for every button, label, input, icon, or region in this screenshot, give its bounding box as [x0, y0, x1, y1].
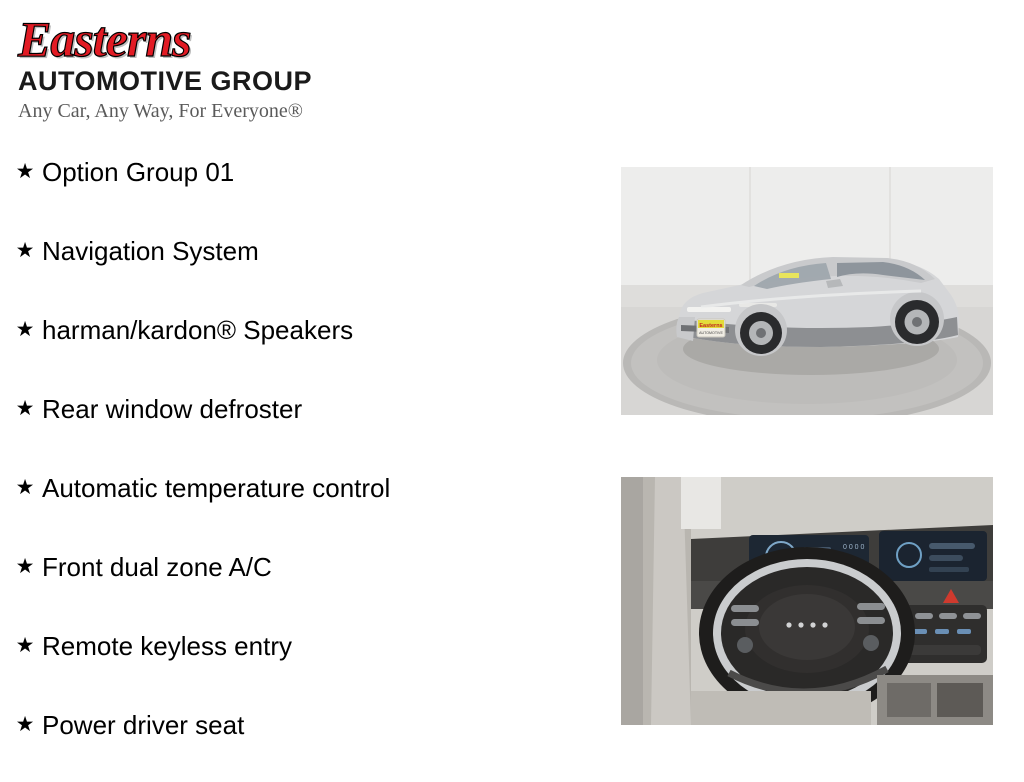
- star-icon: ★: [15, 476, 35, 499]
- vehicle-interior-photo: [621, 477, 993, 725]
- svg-text:Easterns: Easterns: [699, 323, 723, 329]
- feature-label: harman/kardon® Speakers: [42, 315, 354, 345]
- list-item: [8, 703, 608, 782]
- star-icon: ★: [15, 397, 35, 420]
- logo-tagline: Any Car, Any Way, For Everyone®: [18, 100, 303, 122]
- list-item: [8, 150, 608, 229]
- feature-label: Option Group 01: [42, 157, 235, 187]
- feature-label: Power driver seat: [42, 710, 245, 740]
- list-item: [8, 308, 608, 387]
- vehicle-exterior-photo: [621, 167, 993, 415]
- star-icon: ★: [15, 239, 35, 262]
- dealer-logo: [18, 11, 358, 123]
- svg-text:AUTOMOTIVE: AUTOMOTIVE: [699, 331, 723, 335]
- svg-text:0 0 0 0: 0 0 0 0: [843, 544, 865, 551]
- logo-brand-name: Easterns: [18, 11, 191, 67]
- star-icon: ★: [15, 634, 35, 657]
- feature-label: Rear window defroster: [42, 394, 303, 424]
- list-item: [8, 229, 608, 308]
- list-item: [8, 387, 608, 466]
- vehicle-feature-list: [8, 150, 608, 782]
- logo-subtitle: AUTOMOTIVE GROUP: [18, 66, 313, 96]
- feature-label: Front dual zone A/C: [42, 552, 272, 582]
- star-icon: ★: [15, 160, 35, 183]
- list-item: [8, 624, 608, 703]
- feature-label: Remote keyless entry: [42, 631, 292, 661]
- star-icon: ★: [15, 713, 35, 736]
- feature-label: Navigation System: [42, 236, 259, 266]
- list-item: [8, 545, 608, 624]
- feature-label: Automatic temperature control: [42, 473, 391, 503]
- star-icon: ★: [15, 555, 35, 578]
- list-item: [8, 466, 608, 545]
- star-icon: ★: [15, 318, 35, 341]
